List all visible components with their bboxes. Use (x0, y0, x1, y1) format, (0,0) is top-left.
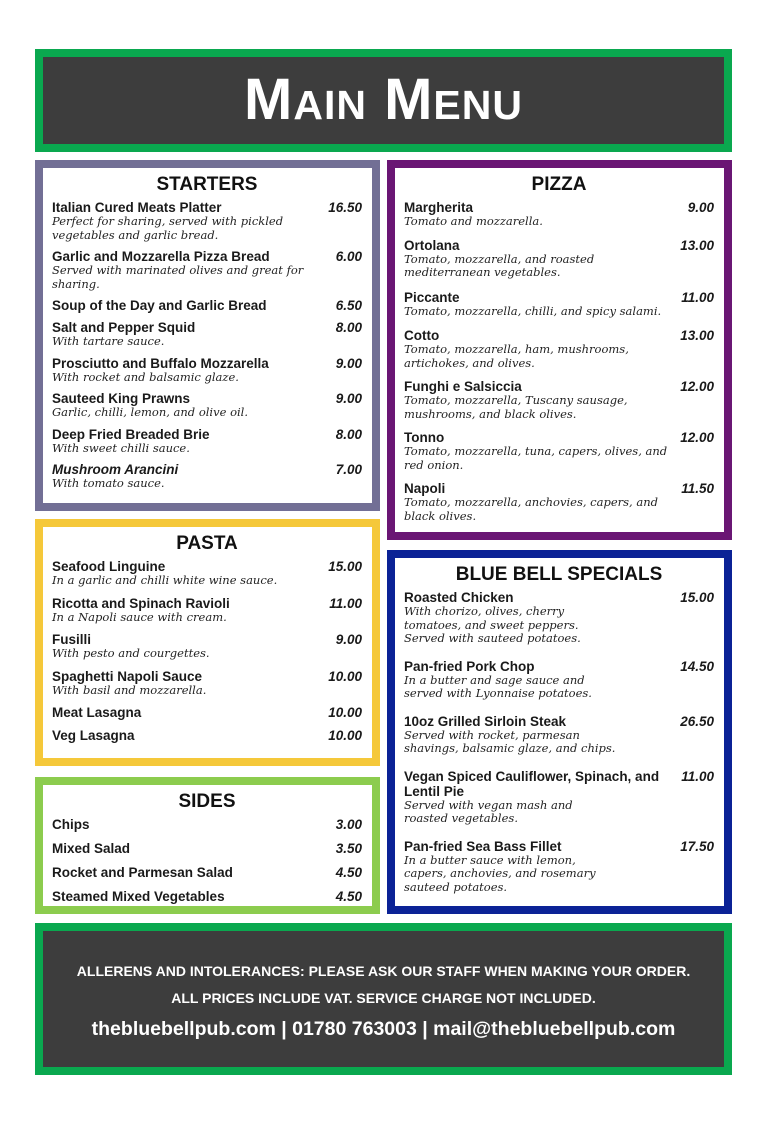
menu-item-description: Served with rocket, parmesan shavings, balsamic glaze, and chips. (404, 727, 616, 755)
starters-list (52, 200, 362, 491)
menu-item-text (52, 320, 330, 349)
menu-item (404, 238, 714, 280)
menu-item (52, 841, 362, 856)
menu-item-text (52, 559, 322, 588)
menu-item-price: 16.50 (328, 200, 362, 215)
menu-item-description: Tomato, mozzarella, chilli, and spicy salami. (404, 303, 662, 318)
menu-item (52, 320, 362, 349)
section-heading: BLUE BELL SPECIALS (455, 564, 663, 585)
menu-item-name: Margherita (404, 200, 474, 215)
pizza-section (387, 160, 732, 540)
menu-item (52, 669, 362, 698)
menu-item (52, 728, 362, 743)
menu-item-name: Meat Lasagna (52, 705, 142, 720)
menu-item-text (52, 391, 330, 420)
menu-item-price: 26.50 (680, 713, 714, 729)
menu-item-description: In a Napoli sauce with cream. (52, 609, 227, 624)
menu-item-name: Roasted Chicken (404, 590, 514, 605)
menu-item (404, 714, 714, 756)
menu-item-name: Steamed Mixed Vegetables (52, 889, 225, 904)
menu-item-text (404, 839, 674, 895)
menu-item-name: Mixed Salad (52, 841, 131, 856)
menu-item-name: Salt and Pepper Squid (52, 320, 196, 335)
pasta-section (35, 519, 380, 766)
menu-item-name: Veg Lasagna (52, 728, 135, 743)
menu-item-text (404, 590, 674, 646)
menu-item-name: Cotto (404, 328, 440, 343)
menu-item (52, 249, 362, 291)
sides-section (35, 777, 380, 914)
menu-item-description: With pesto and courgettes. (52, 646, 210, 660)
menu-item (52, 865, 362, 880)
menu-item (404, 290, 714, 319)
menu-item-name: Garlic and Mozzarella Pizza Bread (52, 249, 270, 264)
menu-item (52, 705, 362, 720)
menu-item-price: 10.00 (328, 668, 362, 684)
menu-item-text (52, 427, 330, 456)
menu-item-description: Tomato, mozzarella, Tuscany sausage, mushrooms, and black olives. (404, 393, 628, 421)
pasta-list (52, 559, 362, 743)
menu-item-description: In a garlic and chilli white wine sauce. (52, 573, 278, 587)
title-banner (35, 49, 732, 152)
menu-item-text (52, 632, 330, 661)
menu-item-name: Tonno (404, 430, 445, 445)
menu-item-name: Funghi e Salsiccia (404, 379, 522, 394)
menu-item-description: Tomato, mozzarella, anchovies, capers, and black olives. (404, 495, 658, 523)
menu-item-text (404, 769, 675, 826)
menu-item (52, 632, 362, 661)
menu-item-description: With tartare sauce. (52, 334, 165, 348)
menu-item (404, 839, 714, 895)
menu-item-name: Napoli (404, 481, 446, 496)
menu-item-text (404, 200, 682, 229)
menu-item-price: 13.00 (680, 237, 714, 253)
section-heading: STARTERS (156, 174, 258, 195)
menu-item-text (52, 249, 330, 291)
menu-item-description: Served with marinated olives and great for sharing. (52, 263, 304, 291)
menu-item-text (52, 705, 322, 720)
menu-item-description: In a butter sauce with lemon, capers, anchovies, and rosemary sauteed potatoes. (404, 852, 596, 894)
menu-item-name: Chips (52, 817, 90, 832)
menu-item-description: Garlic, chilli, lemon, and olive oil. (52, 405, 248, 419)
menu-item-price: 11.00 (329, 595, 362, 611)
menu-item-text (52, 669, 322, 698)
menu-item-name: Italian Cured Meats Platter (52, 200, 222, 215)
menu-item-text (404, 714, 674, 756)
menu-item-text (404, 481, 675, 523)
menu-item-name: Ortolana (404, 237, 460, 253)
starters-section (35, 160, 380, 511)
menu-item-name: Fusilli (52, 632, 92, 647)
menu-item-price: 12.00 (680, 379, 714, 394)
menu-item-name: Pan-fried Sea Bass Fillet (404, 838, 562, 854)
menu-item-price: 14.50 (680, 658, 714, 674)
section-heading: PASTA (176, 533, 238, 554)
menu-item-name: Piccante (404, 289, 460, 305)
menu-item-text (52, 889, 330, 904)
menu-item-name: Seafood Linguine (52, 559, 166, 574)
menu-item (404, 481, 714, 523)
menu-item-price: 11.50 (681, 481, 714, 496)
menu-item-price: 7.00 (335, 462, 362, 477)
menu-item-price: 9.00 (335, 355, 362, 371)
menu-item-price: 10.00 (328, 728, 362, 743)
specials-list (404, 590, 714, 894)
section-heading: PIZZA (531, 174, 587, 195)
menu-item-text (52, 356, 330, 385)
menu-item-text (404, 290, 675, 319)
menu-item (52, 559, 362, 588)
menu-item (404, 328, 714, 370)
menu-item-price: 4.50 (335, 889, 362, 904)
menu-item (52, 200, 362, 242)
menu-item-description: Tomato, mozzarella, tuna, capers, olives, and red onion. (404, 444, 668, 472)
menu-item-description: Tomato, mozzarella, and roasted mediterranean vegetables. (404, 251, 595, 279)
menu-item-text (404, 659, 674, 701)
menu-item-text (52, 728, 322, 743)
footer-banner (35, 923, 732, 1075)
menu-item-price: 8.00 (335, 320, 362, 335)
menu-item-text (404, 328, 674, 370)
menu-item-name: Mushroom Arancini (52, 462, 179, 477)
menu-item (52, 889, 362, 904)
menu-item-price: 6.00 (335, 249, 362, 264)
menu-item-name: Soup of the Day and Garlic Bread (52, 298, 267, 313)
menu-item (404, 200, 714, 229)
menu-item-description: With basil and mozzarella. (52, 682, 207, 697)
menu-item (52, 356, 362, 385)
menu-item-text (52, 865, 330, 880)
menu-item-price: 9.00 (335, 391, 362, 406)
section-heading: SIDES (178, 791, 236, 812)
menu-item-text (52, 841, 330, 856)
menu-item-text (404, 379, 674, 421)
menu-item (52, 298, 362, 313)
menu-item (52, 462, 362, 491)
menu-item-name: Ricotta and Spinach Ravioli (52, 595, 230, 611)
menu-item-name: 10oz Grilled Sirloin Steak (404, 713, 567, 729)
menu-title: Main Menu (244, 67, 523, 132)
menu-item-price: 11.00 (681, 289, 714, 305)
menu-item-price: 10.00 (328, 705, 362, 720)
menu-item-name: Rocket and Parmesan Salad (52, 865, 233, 880)
allergens-note: ALLERENS AND INTOLERANCES: PLEASE ASK OUR STAFF WHEN MAKING YOUR ORDER. (76, 963, 691, 979)
menu-item-price: 3.50 (335, 841, 362, 856)
vat-note: ALL PRICES INCLUDE VAT. SERVICE CHARGE NOT INCLUDED. (171, 990, 596, 1006)
menu-item-text (52, 298, 330, 313)
menu-item-text (52, 462, 330, 491)
menu-item-description: With chorizo, olives, cherry tomatoes, and sweet peppers. Served with sauteed potatoes. (404, 604, 581, 645)
menu-item (52, 427, 362, 456)
menu-item (404, 769, 714, 826)
menu-item-text (404, 430, 674, 472)
menu-item-description: Perfect for sharing, served with pickled vegetables and garlic bread. (52, 214, 284, 242)
menu-item-name: Prosciutto and Buffalo Mozzarella (52, 355, 269, 371)
menu-item-description: In a butter and sage sauce and served with Lyonnaise potatoes. (404, 672, 592, 700)
menu-item-price: 9.00 (687, 200, 714, 215)
menu-item-text (52, 200, 322, 242)
menu-item-description: Served with vegan mash and roasted vegetables. (404, 797, 573, 825)
menu-item-text (404, 238, 674, 280)
menu-item-description: Tomato, mozzarella, ham, mushrooms, artichokes, and olives. (404, 342, 629, 370)
menu-item-price: 12.00 (680, 430, 714, 445)
menu-item (404, 590, 714, 646)
menu-item (52, 596, 362, 625)
specials-section (387, 550, 732, 914)
menu-item (404, 659, 714, 701)
menu-item-price: 4.50 (335, 865, 362, 880)
menu-item (404, 379, 714, 421)
sides-list (52, 817, 362, 904)
menu-item-price: 11.00 (681, 768, 714, 784)
menu-item-name: Pan-fried Pork Chop (404, 658, 535, 674)
menu-item (52, 817, 362, 832)
menu-item-description: With rocket and balsamic glaze. (52, 369, 239, 384)
menu-item-name: Deep Fried Breaded Brie (52, 426, 210, 442)
menu-item-name: Sauteed King Prawns (52, 391, 191, 406)
menu-item-price: 9.00 (335, 632, 362, 647)
menu-item-price: 8.00 (335, 426, 362, 442)
menu-item-text (52, 817, 330, 832)
menu-item (52, 391, 362, 420)
menu-item-price: 3.00 (335, 817, 362, 832)
menu-item-price: 17.50 (680, 838, 714, 854)
contact-info: thebluebellpub.com | 01780 763003 | mail@thebluebellpub.com (91, 1018, 676, 1040)
menu-item-name: Vegan Spiced Cauliflower, Spinach, and Lentil Pie (404, 768, 660, 799)
menu-item-price: 15.00 (680, 590, 714, 605)
menu-item-description: With tomato sauce. (52, 476, 165, 490)
menu-item (404, 430, 714, 472)
menu-item-price: 6.50 (335, 298, 362, 313)
menu-item-description: With sweet chilli sauce. (52, 440, 190, 455)
menu-item-price: 13.00 (680, 328, 714, 343)
menu-item-price: 15.00 (328, 559, 362, 574)
menu-item-text (52, 596, 323, 625)
menu-item-description: Tomato and mozzarella. (404, 214, 543, 228)
pizza-list (404, 200, 714, 523)
menu-item-name: Spaghetti Napoli Sauce (52, 668, 203, 684)
